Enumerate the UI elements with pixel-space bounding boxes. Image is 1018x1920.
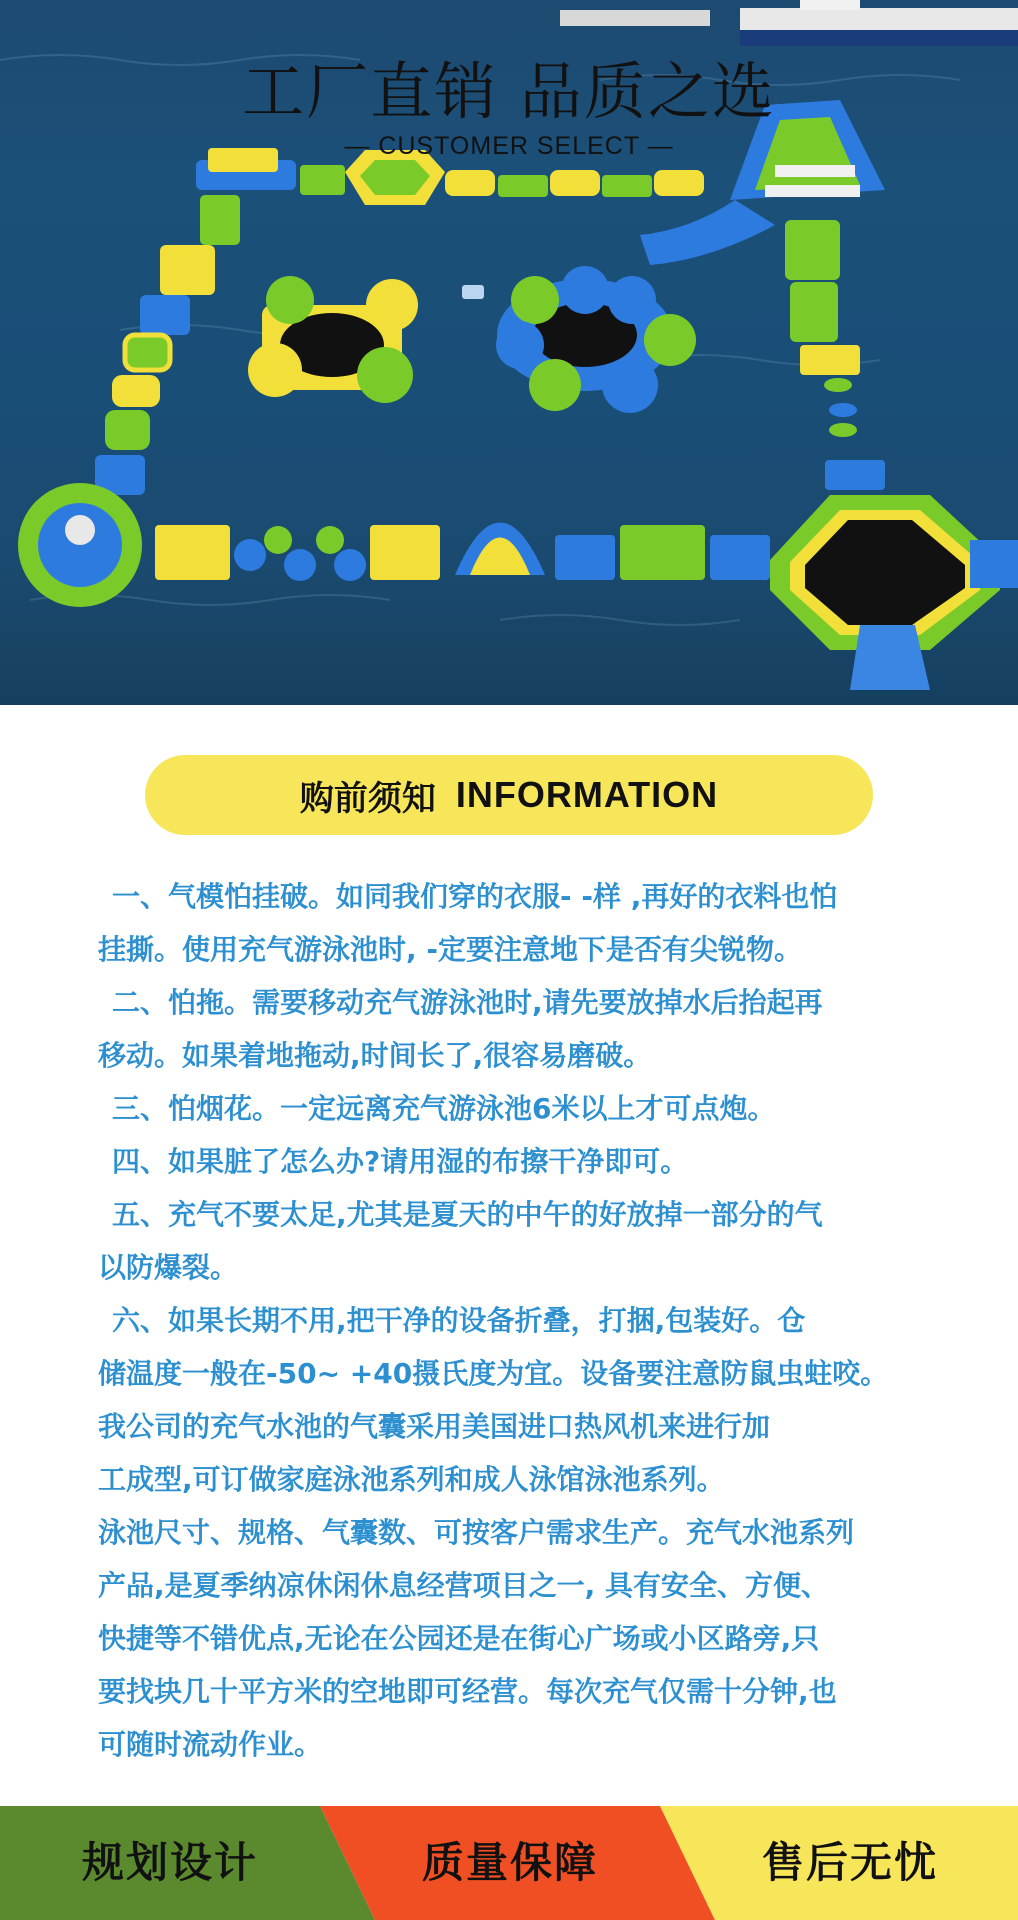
notes-body xyxy=(98,870,958,1771)
note-line: 二、怕拖。需要移动充气游泳池时,请先要放掉水后抬起再 xyxy=(112,986,823,1019)
note-line: 工成型,可订做家庭泳池系列和成人泳馆泳池系列。 xyxy=(98,1463,725,1496)
trampoline xyxy=(770,495,1018,690)
note-line: 四、如果脏了怎么办?请用湿的布擦干净即可。 xyxy=(112,1145,689,1178)
banner-label-quality: 质量保障 xyxy=(421,1838,598,1887)
note-line: 快捷等不错优点,无论在公园还是在街心广场或小区路旁,只 xyxy=(98,1622,820,1655)
note-line: 要找块几十平方米的空地即可经营。每次充气仅需十分钟,也 xyxy=(98,1675,837,1708)
note-line: 五、充气不要太足,尤其是夏天的中午的好放掉一部分的气 xyxy=(112,1198,823,1231)
banner-label-plan: 规划设计 xyxy=(81,1838,258,1887)
note-line: 挂撕。使用充气游泳池时, -定要注意地下是否有尖锐物。 xyxy=(98,933,803,966)
note-line: 我公司的充气水池的气囊采用美国进口热风机来进行加 xyxy=(98,1410,771,1443)
note-line: 以防爆裂。 xyxy=(98,1251,239,1284)
note-line: 产品,是夏季纳凉休闲休息经营项目之一, 具有安全、方便、 xyxy=(98,1569,830,1602)
note-line: 一、气模怕挂破。如同我们穿的衣服- -样 ,再好的衣料也怕 xyxy=(112,880,838,913)
note-line: 三、怕烟花。一定远离充气游泳池6米以上才可点炮。 xyxy=(112,1092,776,1125)
information-header xyxy=(145,755,873,835)
bottom-banner xyxy=(0,1806,1018,1920)
hero-title: 工厂直销 品质之选 xyxy=(242,55,776,128)
note-line: 移动。如果着地拖动,时间长了,很容易磨破。 xyxy=(98,1039,652,1072)
hero-image xyxy=(0,0,1018,705)
information-label-en: INFORMATION xyxy=(455,774,719,815)
note-line: 可随时流动作业。 xyxy=(98,1728,323,1761)
information-label-zh: 购前须知 xyxy=(299,778,436,819)
boat-icon xyxy=(560,0,1018,46)
note-line: 泳池尺寸、规格、气囊数、可按客户需求生产。充气水池系列 xyxy=(98,1516,855,1549)
note-line: 六、如果长期不用,把干净的设备折叠，打捆,包装好。仓 xyxy=(112,1304,806,1337)
note-line: 储温度一般在-50~ +40摄氏度为宜。设备要注意防鼠虫蛀咬。 xyxy=(98,1357,889,1390)
hero-subtitle: — CUSTOMER SELECT — xyxy=(344,132,674,160)
banner-label-aftersales: 售后无忧 xyxy=(761,1838,938,1887)
